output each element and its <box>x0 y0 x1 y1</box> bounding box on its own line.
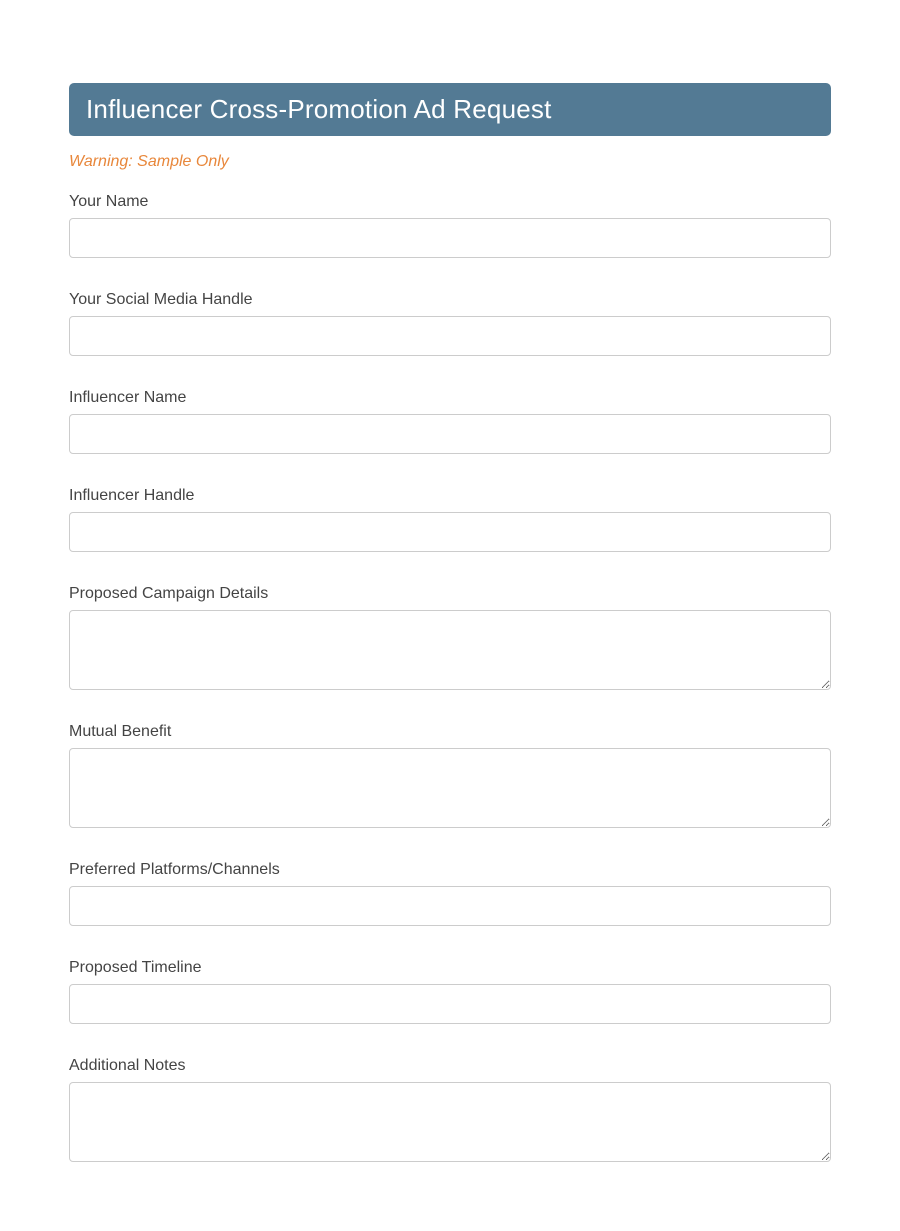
field-group-proposed-campaign-details <box>69 585 831 690</box>
proposed-timeline-input[interactable] <box>69 984 831 1024</box>
field-group-influencer-name <box>69 389 831 454</box>
field-group-mutual-benefit <box>69 723 831 828</box>
page-title: Influencer Cross-Promotion Ad Request <box>86 94 552 124</box>
influencer-handle-input[interactable] <box>69 512 831 552</box>
preferred-platforms-channels-input[interactable] <box>69 886 831 926</box>
preferred-platforms-channels-label: Preferred Platforms/Channels <box>69 861 280 878</box>
field-group-preferred-platforms-channels <box>69 861 831 926</box>
warning-message: Warning: Sample Only <box>69 153 229 170</box>
proposed-campaign-details-label: Proposed Campaign Details <box>69 585 269 602</box>
ad-request-form <box>69 193 831 1162</box>
additional-notes-label: Additional Notes <box>69 1057 186 1074</box>
form-container <box>69 0 831 1162</box>
field-group-additional-notes <box>69 1057 831 1162</box>
influencer-handle-label: Influencer Handle <box>69 487 195 504</box>
field-group-your-name <box>69 193 831 258</box>
mutual-benefit-label: Mutual Benefit <box>69 723 172 740</box>
proposed-campaign-details-textarea[interactable] <box>69 610 831 690</box>
form-header-bar <box>69 83 831 136</box>
additional-notes-textarea[interactable] <box>69 1082 831 1162</box>
field-group-influencer-handle <box>69 487 831 552</box>
influencer-name-label: Influencer Name <box>69 389 187 406</box>
your-name-input[interactable] <box>69 218 831 258</box>
your-social-media-handle-label: Your Social Media Handle <box>69 291 253 308</box>
your-name-label: Your Name <box>69 193 149 210</box>
field-group-proposed-timeline <box>69 959 831 1024</box>
influencer-name-input[interactable] <box>69 414 831 454</box>
field-group-your-social-media-handle <box>69 291 831 356</box>
mutual-benefit-textarea[interactable] <box>69 748 831 828</box>
proposed-timeline-label: Proposed Timeline <box>69 959 202 976</box>
your-social-media-handle-input[interactable] <box>69 316 831 356</box>
